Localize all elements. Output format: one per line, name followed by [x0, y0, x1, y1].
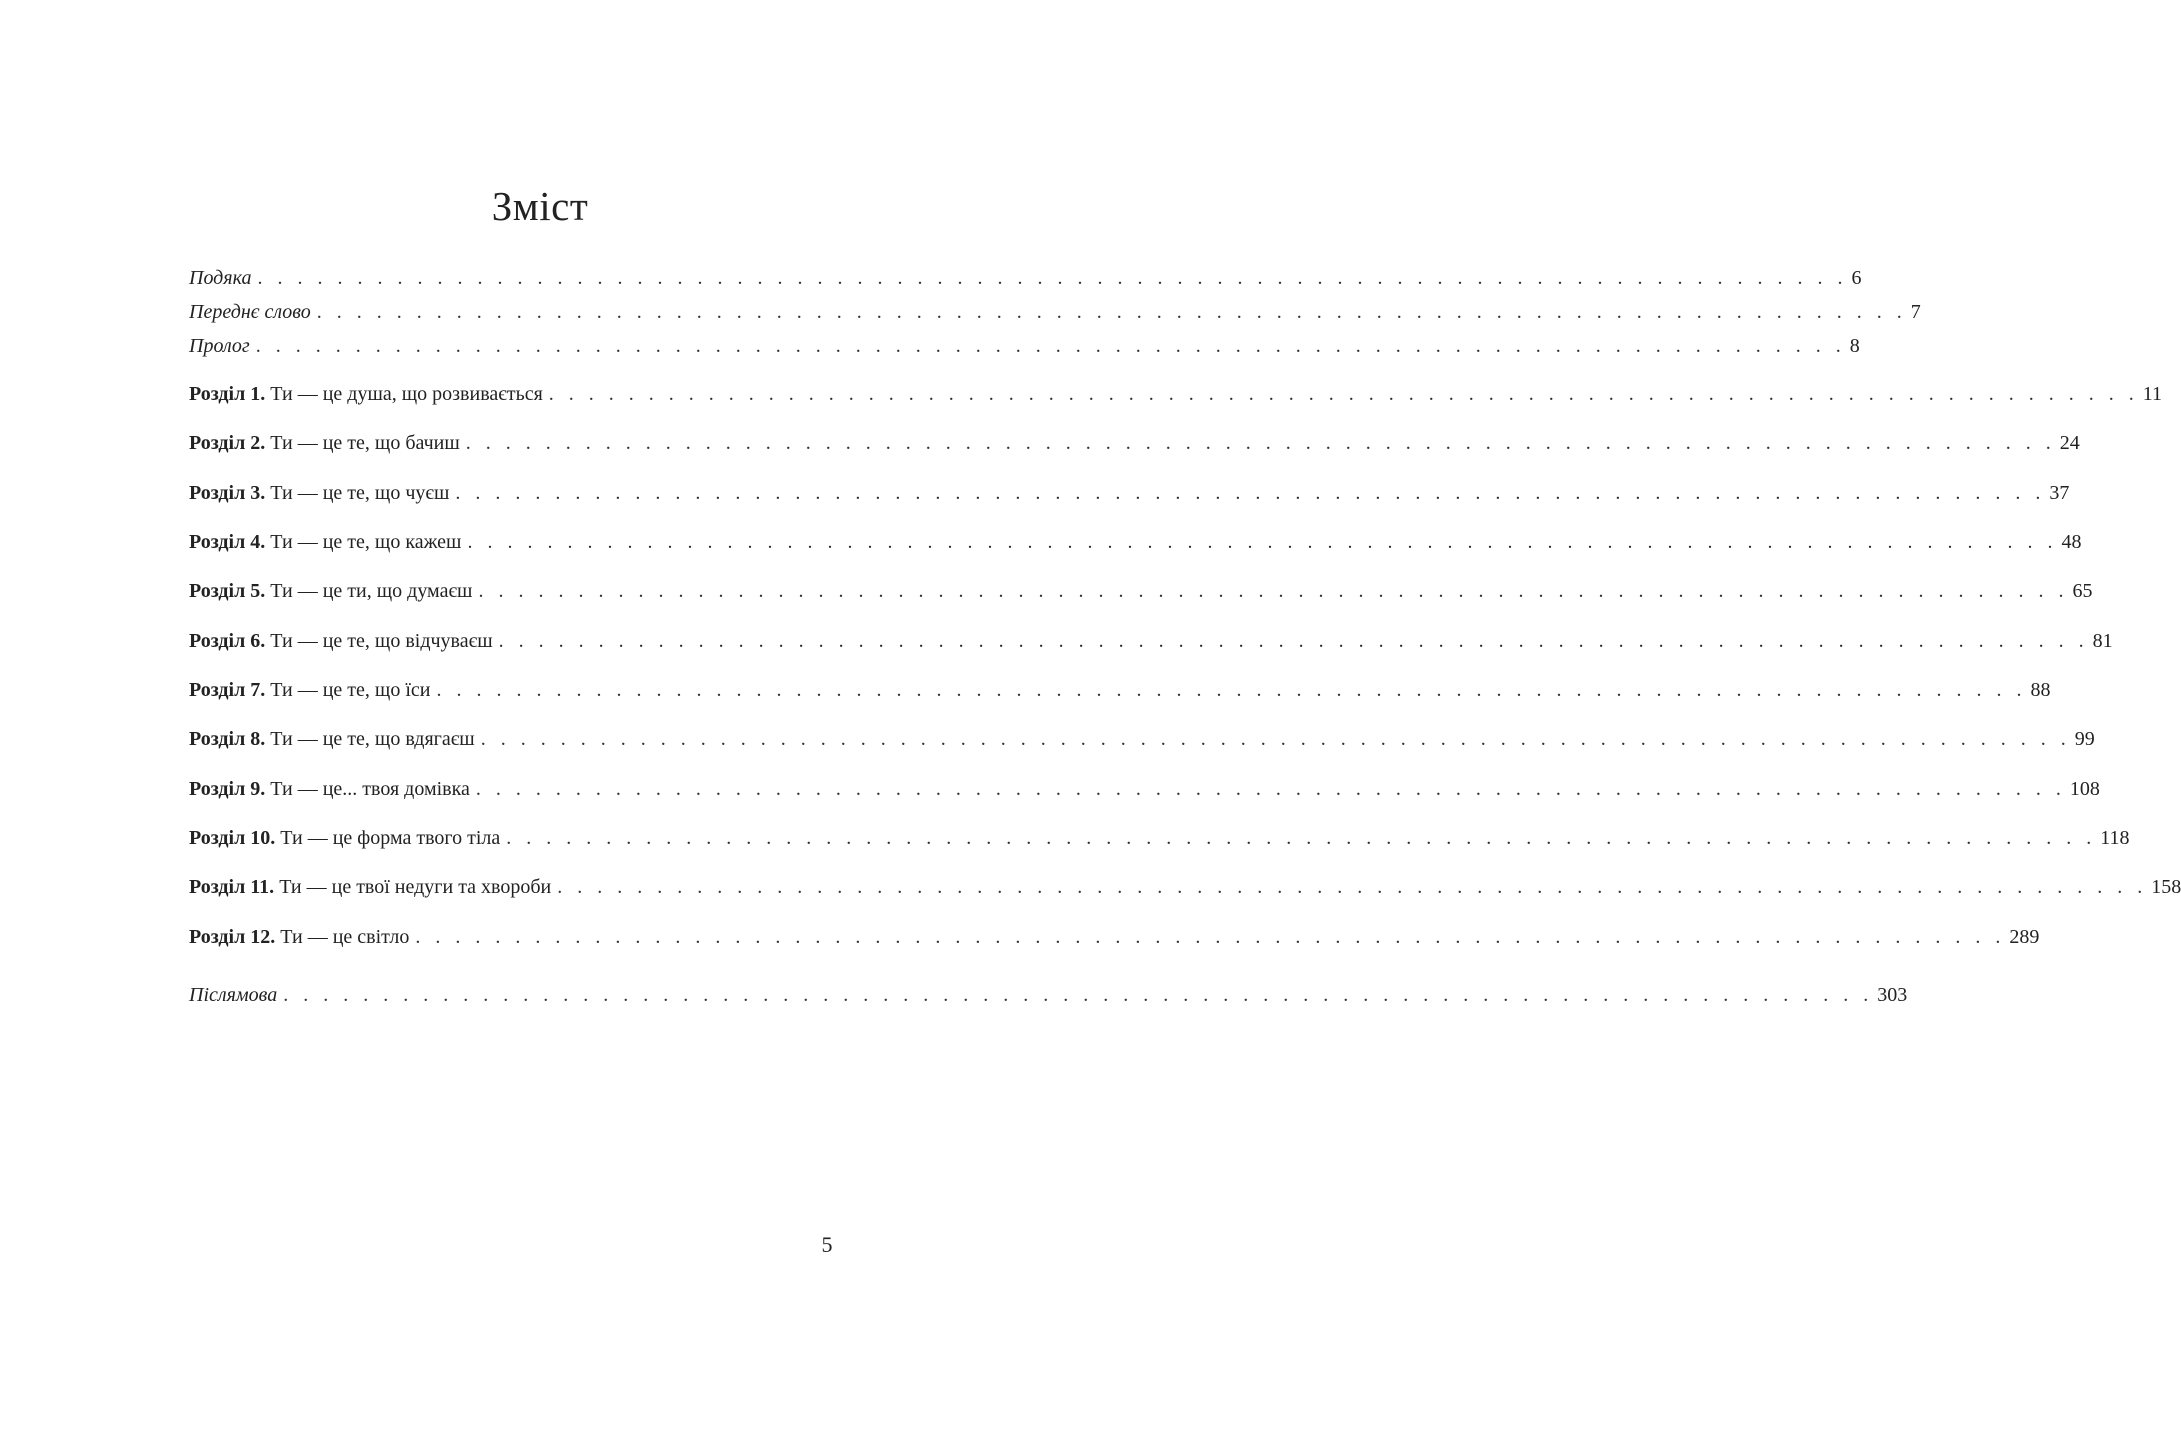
toc-entry-page: 81 [2092, 630, 2113, 652]
toc-entry-label [189, 824, 506, 852]
toc-entry-label [189, 775, 476, 803]
toc-entry-title: Ти — це те, що кажеш [270, 531, 462, 553]
leader-dots: . . . . . . . . . . . . . . . . . . . . . . . . . . . . . . . . . . . . . . . . . . . . . . . . . . . . . . . . . . . . . . . . . . . . . . . . . . . . . . . . [506, 827, 2097, 849]
toc-entry [189, 725, 2095, 753]
toc-entry-label [189, 676, 436, 704]
leader-dots: . . . . . . . . . . . . . . . . . . . . . . . . . . . . . . . . . . . . . . . . . . . . . . . . . . . . . . . . . . . . . . . . . . . . . . . . . . . . . . . . [478, 580, 2069, 602]
toc-entry-label [189, 479, 455, 507]
chapter-number: Розділ 6. [189, 630, 266, 652]
page-title: Зміст [491, 183, 589, 229]
toc-entry-page: 118 [2100, 827, 2130, 849]
leader-dots: . . . . . . . . . . . . . . . . . . . . . . . . . . . . . . . . . . . . . . . . . . . . . . . . . . . . . . . . . . . . . . . . . . . . . . . . . . . . . . . . [436, 679, 2027, 701]
chapter-number: Розділ 9. [189, 778, 266, 800]
toc-entry-page: 8 [1849, 335, 1860, 357]
toc-entry-page: 108 [2069, 778, 2100, 800]
toc-entry-label [189, 923, 415, 951]
toc-entry-page: 99 [2074, 728, 2095, 750]
toc-entry-title: Ти — це світло [280, 926, 410, 948]
toc-entry-page: 158 [2151, 876, 2181, 898]
toc-entry-page: 11 [2142, 383, 2163, 405]
leader-dots: . . . . . . . . . . . . . . . . . . . . . . . . . . . . . . . . . . . . . . . . . . . . . . . . . . . . . . . . . . . . . . . . . . . . . . . . . . . . . . . . [257, 267, 1848, 289]
toc-entry [189, 981, 1908, 1009]
toc-entry-label [189, 264, 257, 292]
toc-entry-title: Ти — це те, що чуєш [270, 482, 450, 504]
chapter-number: Розділ 11. [189, 876, 275, 898]
toc-entry-page: 37 [2049, 482, 2070, 504]
toc-entry-title: Подяка [189, 267, 252, 289]
toc-entry-title: Післямова [189, 984, 278, 1006]
toc-entry-page: 24 [2059, 432, 2080, 454]
chapter-number: Розділ 7. [189, 679, 266, 701]
toc-entry-label [189, 981, 283, 1009]
toc-entry-title: Ти — це форма твого тіла [280, 827, 501, 849]
toc-entry-title: Ти — це душа, що розвивається [270, 383, 543, 405]
leader-dots: . . . . . . . . . . . . . . . . . . . . . . . . . . . . . . . . . . . . . . . . . . . . . . . . . . . . . . . . . . . . . . . . . . . . . . . . . . . . . . . . [255, 335, 1846, 357]
chapter-number: Розділ 4. [189, 531, 266, 553]
leader-dots: . . . . . . . . . . . . . . . . . . . . . . . . . . . . . . . . . . . . . . . . . . . . . . . . . . . . . . . . . . . . . . . . . . . . . . . . . . . . . . . . [455, 482, 2046, 504]
leader-dots: . . . . . . . . . . . . . . . . . . . . . . . . . . . . . . . . . . . . . . . . . . . . . . . . . . . . . . . . . . . . . . . . . . . . . . . . . . . . . . . . [316, 301, 1907, 323]
toc-entry-page: 48 [2061, 531, 2082, 553]
toc-entry-label [189, 725, 481, 753]
toc-entry-title: Пролог [189, 335, 250, 357]
leader-dots: . . . . . . . . . . . . . . . . . . . . . . . . . . . . . . . . . . . . . . . . . . . . . . . . . . . . . . . . . . . . . . . . . . . . . . . . . . . . . . . . [475, 778, 2066, 800]
toc-entry-label [189, 627, 499, 655]
toc-entry-label [189, 298, 317, 326]
toc-entry-label [189, 528, 467, 556]
toc-entry [189, 332, 1860, 360]
leader-dots: . . . . . . . . . . . . . . . . . . . . . . . . . . . . . . . . . . . . . . . . . . . . . . . . . . . . . . . . . . . . . . . . . . . . . . . . . . . . . . . . [480, 728, 2071, 750]
chapter-number: Розділ 3. [189, 482, 266, 504]
toc-entry-title: Ти — це... твоя домівка [270, 778, 470, 800]
toc-entry-page: 289 [2009, 926, 2040, 948]
toc-entry [189, 380, 2163, 408]
toc-entry [189, 824, 2130, 852]
toc-entry [189, 627, 2113, 655]
leader-dots: . . . . . . . . . . . . . . . . . . . . . . . . . . . . . . . . . . . . . . . . . . . . . . . . . . . . . . . . . . . . . . . . . . . . . . . . . . . . . . . . [548, 383, 2139, 405]
toc-entry-title: Переднє слово [189, 301, 311, 323]
toc-entry-title: Ти — це те, що бачиш [270, 432, 460, 454]
leader-dots: . . . . . . . . . . . . . . . . . . . . . . . . . . . . . . . . . . . . . . . . . . . . . . . . . . . . . . . . . . . . . . . . . . . . . . . . . . . . . . . . [465, 432, 2056, 454]
leader-dots: . . . . . . . . . . . . . . . . . . . . . . . . . . . . . . . . . . . . . . . . . . . . . . . . . . . . . . . . . . . . . . . . . . . . . . . . . . . . . . . . [467, 531, 2058, 553]
chapter-number: Розділ 10. [189, 827, 276, 849]
toc-entry-title: Ти — це те, що їси [270, 679, 431, 701]
leader-dots: . . . . . . . . . . . . . . . . . . . . . . . . . . . . . . . . . . . . . . . . . . . . . . . . . . . . . . . . . . . . . . . . . . . . . . . . . . . . . . . . [557, 876, 2148, 898]
chapter-number: Розділ 8. [189, 728, 266, 750]
chapter-number: Розділ 12. [189, 926, 276, 948]
toc-entry [189, 264, 1862, 292]
toc-entry-label [189, 380, 549, 408]
toc-entry [189, 298, 1921, 326]
toc-entry-title: Ти — це те, що відчуваєш [270, 630, 493, 652]
toc-entry-title: Ти — це ти, що думаєш [270, 580, 473, 602]
leader-dots: . . . . . . . . . . . . . . . . . . . . . . . . . . . . . . . . . . . . . . . . . . . . . . . . . . . . . . . . . . . . . . . . . . . . . . . . . . . . . . . . [283, 984, 1874, 1006]
toc-entry [189, 873, 2181, 901]
leader-dots: . . . . . . . . . . . . . . . . . . . . . . . . . . . . . . . . . . . . . . . . . . . . . . . . . . . . . . . . . . . . . . . . . . . . . . . . . . . . . . . . [415, 926, 2006, 948]
toc-entry [189, 923, 2040, 951]
toc-entry [189, 676, 2051, 704]
chapter-number: Розділ 1. [189, 383, 266, 405]
toc-entry-page: 303 [1877, 984, 1908, 1006]
toc-entry [189, 479, 2070, 507]
chapter-number: Розділ 2. [189, 432, 266, 454]
toc-entry [189, 528, 2082, 556]
toc-entry-page: 6 [1851, 267, 1862, 289]
toc-entry-title: Ти — це твої недуги та хвороби [279, 876, 552, 898]
toc-entry-label [189, 429, 466, 457]
toc-entry [189, 775, 2100, 803]
toc-entry-page: 88 [2030, 679, 2051, 701]
leader-dots: . . . . . . . . . . . . . . . . . . . . . . . . . . . . . . . . . . . . . . . . . . . . . . . . . . . . . . . . . . . . . . . . . . . . . . . . . . . . . . . . [498, 630, 2089, 652]
chapter-number: Розділ 5. [189, 580, 266, 602]
page-number: 5 [821, 1232, 833, 1257]
toc-entry-title: Ти — це те, що вдягаєш [270, 728, 475, 750]
toc-entry [189, 577, 2093, 605]
toc-entry-page: 65 [2072, 580, 2093, 602]
toc-entry [189, 429, 2080, 457]
toc-entry-label [189, 873, 557, 901]
toc-entry-label [189, 577, 478, 605]
toc-entry-page: 7 [1910, 301, 1921, 323]
toc-entry-label [189, 332, 256, 360]
